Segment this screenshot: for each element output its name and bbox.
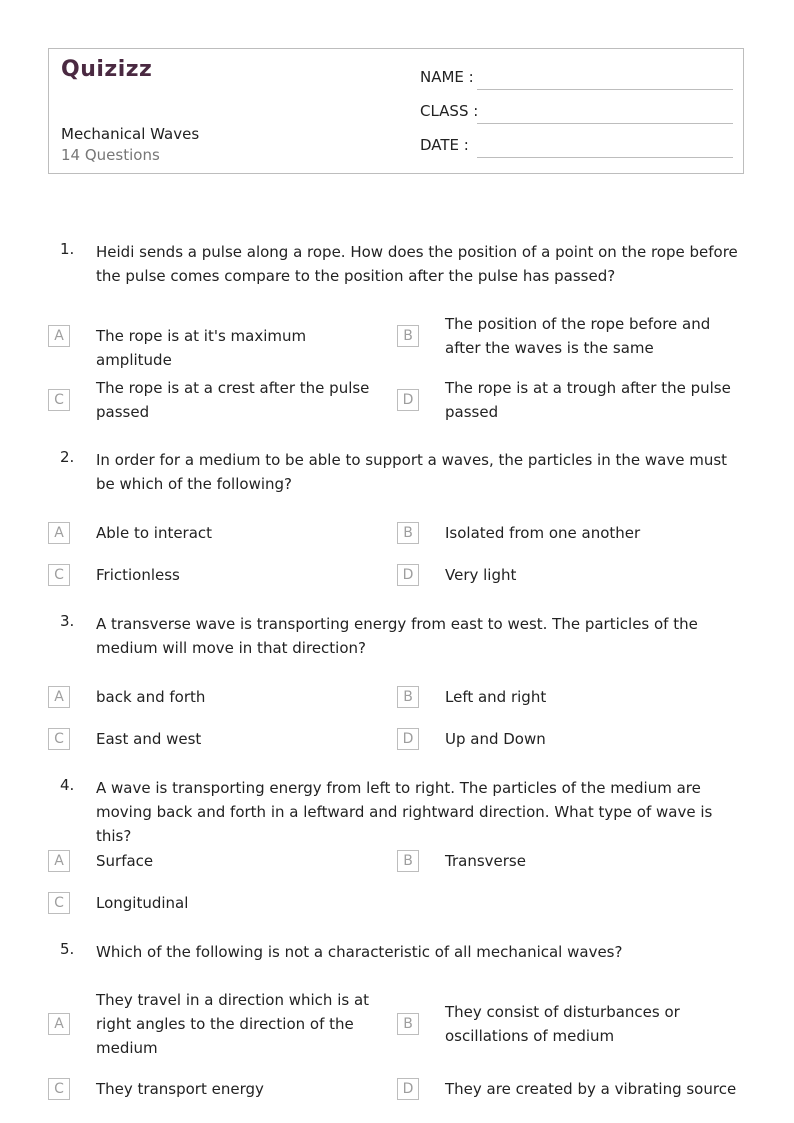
option-box-d[interactable]: D [397, 1078, 419, 1100]
question-text: Which of the following is not a characteristic of all mechanical waves? [96, 943, 623, 961]
question-number: 1. [60, 240, 75, 258]
option-text: Frictionless [96, 566, 180, 584]
question-number: 3. [60, 612, 75, 630]
option-box-c[interactable]: C [48, 1078, 70, 1100]
date-field[interactable] [477, 157, 733, 158]
option-box-d[interactable]: D [397, 728, 419, 750]
option-text: Left and right [445, 688, 547, 706]
question-number: 5. [60, 940, 75, 958]
option-text: They are created by a vibrating source [445, 1080, 737, 1098]
option-text: East and west [96, 730, 202, 748]
option-box-c[interactable]: C [48, 728, 70, 750]
option-text: Isolated from one another [445, 524, 641, 542]
option-box-c[interactable]: C [48, 564, 70, 586]
option-text: Transverse [445, 852, 526, 870]
option-box-b[interactable]: B [397, 686, 419, 708]
option-box-a[interactable]: A [48, 850, 70, 872]
question-text: A transverse wave is transporting energy from east to west. The particles of the medium will move in that direction? [96, 615, 698, 657]
question-count: 14 Questions [61, 146, 160, 164]
worksheet-title: Mechanical Waves [61, 125, 200, 143]
option-box-b[interactable]: B [397, 850, 419, 872]
option-text: They travel in a direction which is at right angles to the direction of the medium [96, 991, 370, 1057]
option-box-b[interactable]: B [397, 522, 419, 544]
quizizz-logo: Quizizz [61, 57, 153, 82]
option-text: Very light [445, 566, 517, 584]
name-label: NAME : [420, 68, 474, 86]
class-field[interactable] [477, 123, 733, 124]
question-number: 4. [60, 776, 75, 794]
question-text: Heidi sends a pulse along a rope. How does the position of a point on the rope before the pulse comes compare to the position after the pulse has passed? [96, 243, 738, 285]
option-box-c[interactable]: C [48, 389, 70, 411]
option-text: Up and Down [445, 730, 546, 748]
option-box-a[interactable]: A [48, 522, 70, 544]
option-text: back and forth [96, 688, 206, 706]
option-text: The position of the rope before and after the waves is the same [445, 315, 711, 357]
question-text: A wave is transporting energy from left to right. The particles of the medium are moving back and forth in a leftward and rightward direction. What type of wave is this? [96, 779, 713, 845]
class-label: CLASS : [420, 102, 479, 120]
option-text: Surface [96, 852, 154, 870]
option-box-a[interactable]: A [48, 1013, 70, 1035]
option-box-a[interactable]: A [48, 325, 70, 347]
name-field[interactable] [477, 89, 733, 90]
date-label: DATE : [420, 136, 469, 154]
option-box-d[interactable]: D [397, 389, 419, 411]
question-text: In order for a medium to be able to support a waves, the particles in the wave must be which of the following? [96, 451, 728, 493]
option-text: They consist of disturbances or oscillations of medium [445, 1003, 680, 1045]
option-box-a[interactable]: A [48, 686, 70, 708]
question-number: 2. [60, 448, 75, 466]
option-text: The rope is at it's maximum amplitude [96, 327, 307, 369]
option-text: They transport energy [96, 1080, 264, 1098]
option-text: Able to interact [96, 524, 213, 542]
option-text: The rope is at a trough after the pulse passed [445, 379, 731, 421]
option-text: The rope is at a crest after the pulse passed [96, 379, 370, 421]
option-box-b[interactable]: B [397, 325, 419, 347]
option-box-b[interactable]: B [397, 1013, 419, 1035]
option-box-c[interactable]: C [48, 892, 70, 914]
worksheet-header [48, 48, 744, 174]
option-box-d[interactable]: D [397, 564, 419, 586]
option-text: Longitudinal [96, 894, 189, 912]
